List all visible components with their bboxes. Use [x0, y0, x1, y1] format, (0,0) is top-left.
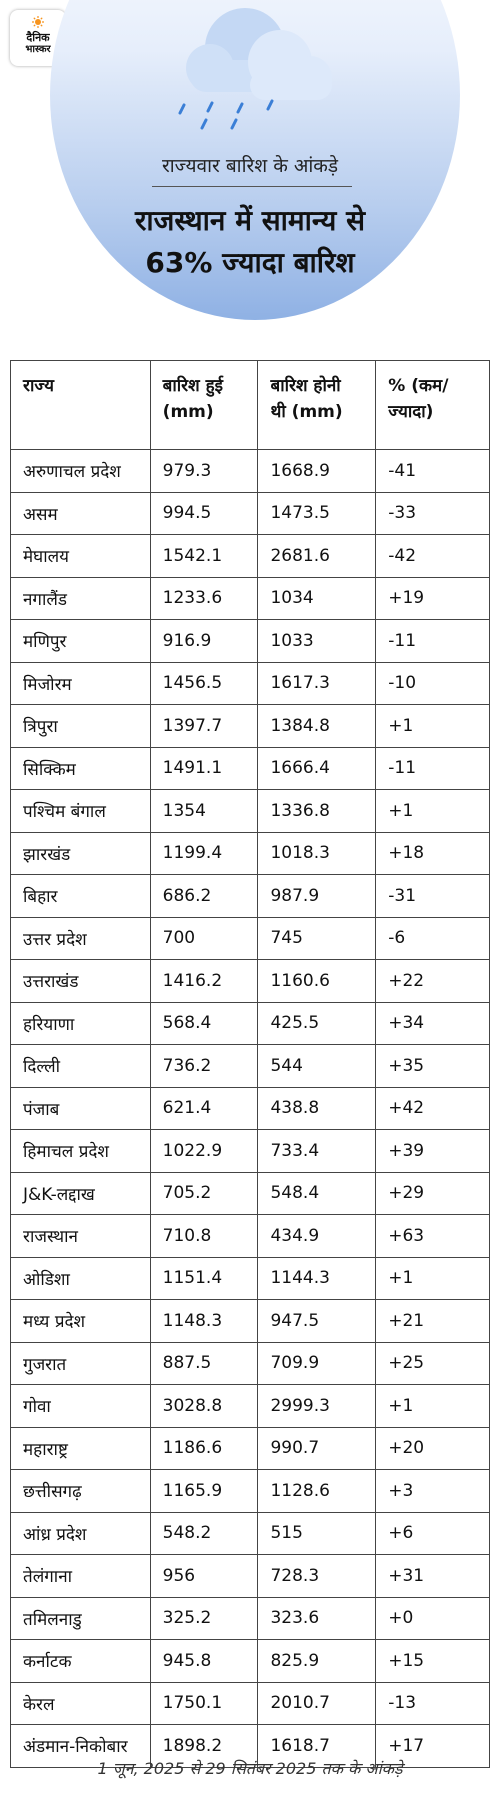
rain-cloud-icon: [170, 0, 350, 135]
table-row: [11, 1087, 490, 1130]
percent-change-cell: +6: [376, 1512, 490, 1555]
header-actual-line2: (mm): [162, 402, 214, 422]
header-actual-line1: बारिश हुई: [162, 376, 223, 396]
normal-rainfall-cell: 990.7: [258, 1427, 376, 1470]
percent-change-cell: +42: [376, 1087, 490, 1130]
normal-rainfall-cell: 2010.7: [258, 1682, 376, 1725]
actual-rainfall-cell: 1491.1: [150, 747, 258, 790]
percent-change-cell: +1: [376, 705, 490, 748]
normal-rainfall-cell: 947.5: [258, 1300, 376, 1343]
actual-rainfall-cell: 887.5: [150, 1342, 258, 1385]
state-cell: कर्नाटक: [11, 1640, 151, 1683]
table-row: [11, 1045, 490, 1088]
normal-rainfall-cell: 438.8: [258, 1087, 376, 1130]
actual-rainfall-cell: 945.8: [150, 1640, 258, 1683]
header-normal-line1: बारिश होनी: [270, 376, 341, 396]
percent-change-cell: -33: [376, 492, 490, 535]
table-row: [11, 1172, 490, 1215]
header-percent-line2: ज्यादा): [388, 402, 434, 422]
state-cell: महाराष्ट्र: [11, 1427, 151, 1470]
percent-change-cell: +35: [376, 1045, 490, 1088]
table-row: [11, 450, 490, 493]
subtitle-underline: [152, 186, 352, 187]
table-row: [11, 917, 490, 960]
table-row: [11, 832, 490, 875]
actual-rainfall-cell: 1542.1: [150, 535, 258, 578]
normal-rainfall-cell: 1033: [258, 620, 376, 663]
title-line-1: राजस्थान में सामान्य से: [134, 204, 366, 237]
rainfall-table: [10, 360, 490, 1768]
normal-rainfall-cell: 1668.9: [258, 450, 376, 493]
state-cell: पश्चिम बंगाल: [11, 790, 151, 833]
state-cell: बिहार: [11, 875, 151, 918]
percent-change-cell: +29: [376, 1172, 490, 1215]
table-row: [11, 1682, 490, 1725]
table-row: [11, 705, 490, 748]
percent-change-cell: +20: [376, 1427, 490, 1470]
percent-change-cell: +34: [376, 1002, 490, 1045]
percent-change-cell: +1: [376, 790, 490, 833]
table-row: [11, 535, 490, 578]
normal-rainfall-cell: 1336.8: [258, 790, 376, 833]
normal-rainfall-cell: 2999.3: [258, 1385, 376, 1428]
table-row: [11, 620, 490, 663]
table-row: [11, 1300, 490, 1343]
percent-change-cell: -10: [376, 662, 490, 705]
normal-rainfall-cell: 1473.5: [258, 492, 376, 535]
table-row: [11, 1555, 490, 1598]
percent-change-cell: -41: [376, 450, 490, 493]
actual-rainfall-cell: 1416.2: [150, 960, 258, 1003]
normal-rainfall-cell: 1034: [258, 577, 376, 620]
table-row: [11, 1640, 490, 1683]
percent-change-cell: +3: [376, 1470, 490, 1513]
actual-rainfall-cell: 3028.8: [150, 1385, 258, 1428]
header-normal-rainfall: [258, 361, 376, 450]
percent-change-cell: -11: [376, 747, 490, 790]
table-row: [11, 1215, 490, 1258]
percent-change-cell: +63: [376, 1215, 490, 1258]
state-cell: अंडमान-निकोबार: [11, 1725, 151, 1768]
header-percent-line1: % (कम/: [388, 376, 449, 396]
percent-change-cell: +22: [376, 960, 490, 1003]
actual-rainfall-cell: 994.5: [150, 492, 258, 535]
state-cell: गुजरात: [11, 1342, 151, 1385]
state-cell: असम: [11, 492, 151, 535]
state-cell: केरल: [11, 1682, 151, 1725]
table-row: [11, 1002, 490, 1045]
percent-change-cell: +15: [376, 1640, 490, 1683]
state-cell: तेलंगाना: [11, 1555, 151, 1598]
table-body: [11, 450, 490, 1768]
percent-change-cell: +25: [376, 1342, 490, 1385]
logo-text-line2: भास्कर: [25, 44, 51, 55]
table-row: [11, 1470, 490, 1513]
normal-rainfall-cell: 1384.8: [258, 705, 376, 748]
percent-change-cell: +0: [376, 1597, 490, 1640]
table-row: [11, 1130, 490, 1173]
state-cell: उत्तर प्रदेश: [11, 917, 151, 960]
state-cell: सिक्किम: [11, 747, 151, 790]
percent-change-cell: -11: [376, 620, 490, 663]
percent-change-cell: +19: [376, 577, 490, 620]
state-cell: तमिलनाडु: [11, 1597, 151, 1640]
percent-change-cell: +18: [376, 832, 490, 875]
state-cell: मिजोरम: [11, 662, 151, 705]
normal-rainfall-cell: 1617.3: [258, 662, 376, 705]
state-cell: झारखंड: [11, 832, 151, 875]
percent-change-cell: -42: [376, 535, 490, 578]
state-cell: हरियाणा: [11, 1002, 151, 1045]
state-cell: छत्तीसगढ़: [11, 1470, 151, 1513]
actual-rainfall-cell: 325.2: [150, 1597, 258, 1640]
actual-rainfall-cell: 548.2: [150, 1512, 258, 1555]
normal-rainfall-cell: 425.5: [258, 1002, 376, 1045]
normal-rainfall-cell: 987.9: [258, 875, 376, 918]
normal-rainfall-cell: 1144.3: [258, 1257, 376, 1300]
percent-change-cell: +31: [376, 1555, 490, 1598]
actual-rainfall-cell: 916.9: [150, 620, 258, 663]
state-cell: ओडिशा: [11, 1257, 151, 1300]
percent-change-cell: +1: [376, 1385, 490, 1428]
actual-rainfall-cell: 1456.5: [150, 662, 258, 705]
percent-change-cell: -31: [376, 875, 490, 918]
percent-change-cell: +39: [376, 1130, 490, 1173]
normal-rainfall-cell: 544: [258, 1045, 376, 1088]
table-row: [11, 747, 490, 790]
table-header-row: [11, 361, 490, 450]
subtitle: राज्यवार बारिश के आंकड़े: [161, 155, 339, 177]
normal-rainfall-cell: 728.3: [258, 1555, 376, 1598]
actual-rainfall-cell: 621.4: [150, 1087, 258, 1130]
header-actual-rainfall: [150, 361, 258, 450]
state-cell: आंध्र प्रदेश: [11, 1512, 151, 1555]
table-row: [11, 875, 490, 918]
title-line-2: 63% ज्यादा बारिश: [145, 246, 355, 279]
normal-rainfall-cell: 745: [258, 917, 376, 960]
actual-rainfall-cell: 1165.9: [150, 1470, 258, 1513]
normal-rainfall-cell: 2681.6: [258, 535, 376, 578]
percent-change-cell: +17: [376, 1725, 490, 1768]
header-state: [11, 361, 151, 450]
actual-rainfall-cell: 710.8: [150, 1215, 258, 1258]
actual-rainfall-cell: 705.2: [150, 1172, 258, 1215]
header-state-line: राज्य: [23, 376, 54, 396]
actual-rainfall-cell: 1898.2: [150, 1725, 258, 1768]
actual-rainfall-cell: 1022.9: [150, 1130, 258, 1173]
percent-change-cell: -13: [376, 1682, 490, 1725]
actual-rainfall-cell: 1397.7: [150, 705, 258, 748]
normal-rainfall-cell: 825.9: [258, 1640, 376, 1683]
normal-rainfall-cell: 709.9: [258, 1342, 376, 1385]
table-row: [11, 1427, 490, 1470]
normal-rainfall-cell: 1618.7: [258, 1725, 376, 1768]
actual-rainfall-cell: 686.2: [150, 875, 258, 918]
table-row: [11, 662, 490, 705]
actual-rainfall-cell: 1354: [150, 790, 258, 833]
table-row: [11, 1257, 490, 1300]
state-cell: मेघालय: [11, 535, 151, 578]
state-cell: हिमाचल प्रदेश: [11, 1130, 151, 1173]
state-cell: J&K-लद्दाख: [11, 1172, 151, 1215]
sun-icon: [32, 16, 44, 28]
state-cell: उत्तराखंड: [11, 960, 151, 1003]
header-percent-change: [376, 361, 490, 450]
state-cell: राजस्थान: [11, 1215, 151, 1258]
state-cell: मणिपुर: [11, 620, 151, 663]
state-cell: गोवा: [11, 1385, 151, 1428]
percent-change-cell: +21: [376, 1300, 490, 1343]
state-cell: दिल्ली: [11, 1045, 151, 1088]
actual-rainfall-cell: 1148.3: [150, 1300, 258, 1343]
table-row: [11, 960, 490, 1003]
percent-change-cell: -6: [376, 917, 490, 960]
table-row: [11, 790, 490, 833]
table-row: [11, 1597, 490, 1640]
actual-rainfall-cell: 1151.4: [150, 1257, 258, 1300]
table-row: [11, 1512, 490, 1555]
table-row: [11, 577, 490, 620]
table-row: [11, 492, 490, 535]
state-cell: त्रिपुरा: [11, 705, 151, 748]
normal-rainfall-cell: 1018.3: [258, 832, 376, 875]
actual-rainfall-cell: 568.4: [150, 1002, 258, 1045]
state-cell: नगालैंड: [11, 577, 151, 620]
percent-change-cell: +1: [376, 1257, 490, 1300]
normal-rainfall-cell: 548.4: [258, 1172, 376, 1215]
page-title: [0, 200, 500, 284]
normal-rainfall-cell: 733.4: [258, 1130, 376, 1173]
state-cell: पंजाब: [11, 1087, 151, 1130]
normal-rainfall-cell: 323.6: [258, 1597, 376, 1640]
footnote: 1 जून, 2025 से 29 सितंबर 2025 तक के आंकड़े: [97, 1759, 403, 1778]
actual-rainfall-cell: 736.2: [150, 1045, 258, 1088]
state-cell: अरुणाचल प्रदेश: [11, 450, 151, 493]
header-normal-line2: थी (mm): [270, 402, 343, 422]
actual-rainfall-cell: 979.3: [150, 450, 258, 493]
state-cell: मध्य प्रदेश: [11, 1300, 151, 1343]
table-row: [11, 1342, 490, 1385]
table-row: [11, 1385, 490, 1428]
normal-rainfall-cell: 515: [258, 1512, 376, 1555]
actual-rainfall-cell: 700: [150, 917, 258, 960]
logo-text-line1: दैनिक: [26, 31, 50, 44]
actual-rainfall-cell: 956: [150, 1555, 258, 1598]
actual-rainfall-cell: 1750.1: [150, 1682, 258, 1725]
actual-rainfall-cell: 1233.6: [150, 577, 258, 620]
normal-rainfall-cell: 434.9: [258, 1215, 376, 1258]
actual-rainfall-cell: 1186.6: [150, 1427, 258, 1470]
normal-rainfall-cell: 1666.4: [258, 747, 376, 790]
normal-rainfall-cell: 1160.6: [258, 960, 376, 1003]
actual-rainfall-cell: 1199.4: [150, 832, 258, 875]
normal-rainfall-cell: 1128.6: [258, 1470, 376, 1513]
